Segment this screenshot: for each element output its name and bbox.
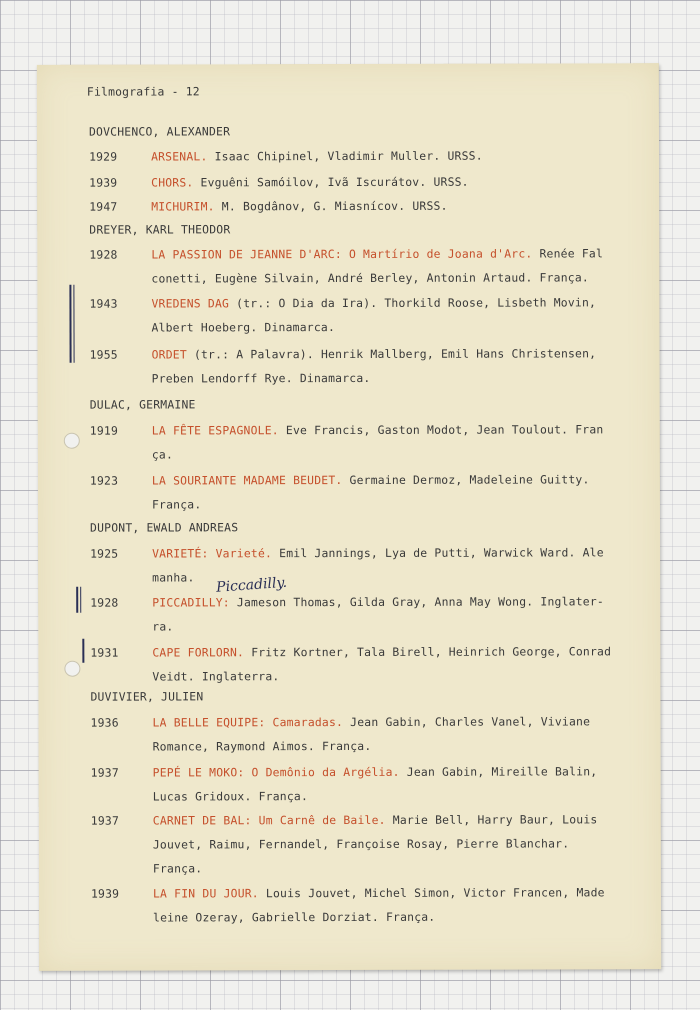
film-credits: Fritz Kortner, Tala Birell, Heinrich George, Conrad bbox=[244, 644, 612, 660]
film-year: 1919 bbox=[89, 423, 119, 438]
film-credits: manha. bbox=[152, 570, 195, 585]
film-title: ARSENAL. bbox=[151, 149, 208, 164]
film-credits: ra. bbox=[152, 619, 174, 634]
film-credits: M. Bogdânov, G. Miasnícov. URSS. bbox=[214, 198, 448, 214]
margin-mark bbox=[82, 639, 86, 663]
film-year: 1925 bbox=[90, 546, 119, 561]
director-name: DUPONT, EWALD ANDREAS bbox=[90, 520, 239, 535]
film-year: 1937 bbox=[90, 813, 120, 828]
film-credits: Jameson Thomas, Gilda Gray, Anna May Wong. Inglater- bbox=[229, 594, 604, 610]
film-credits: conetti, Eugène Silvain, André Berley, Antonin Artaud. França. bbox=[151, 270, 589, 286]
film-title: PEPÉ LE MOKO: O Demônio da Argélia. bbox=[152, 764, 400, 780]
film-credits: (tr.: O Dia da Ira). Thorkild Roose, Lisbeth Movin, bbox=[229, 295, 597, 311]
film-title: LA SOURIANTE MADAME BEUDET. bbox=[151, 473, 343, 488]
film-year: 1936 bbox=[90, 715, 119, 730]
film-credits: Romance, Raymond Aimos. França. bbox=[152, 738, 372, 754]
film-year: 1947 bbox=[89, 199, 118, 214]
film-year: 1923 bbox=[89, 473, 119, 488]
film-credits: Eve Francis, Gaston Modot, Jean Toulout. Fran bbox=[278, 422, 604, 438]
film-title: LA FÊTE ESPAGNOLE. bbox=[151, 423, 279, 438]
film-title: VARIETÉ: Varieté. bbox=[152, 546, 273, 561]
handwritten-annotation: Piccadilly. bbox=[215, 574, 288, 596]
punch-hole-bottom bbox=[64, 661, 80, 677]
film-credits: Preben Lendorff Rye. Dinamarca. bbox=[151, 370, 371, 386]
film-credits: França. bbox=[152, 861, 203, 876]
film-title: CARNET DE BAL: Um Carnê de Baile. bbox=[152, 812, 386, 828]
film-credits: Veidt. Inglaterra. bbox=[152, 669, 280, 684]
film-title: LA FIN DU JOUR. bbox=[152, 886, 259, 901]
film-credits: Isaac Chipinel, Vladimir Muller. URSS. bbox=[207, 148, 483, 164]
film-credits: Albert Hoeberg. Dinamarca. bbox=[151, 320, 336, 335]
film-title: MICHURIM. bbox=[151, 199, 215, 214]
film-credits: Lucas Gridoux. França. bbox=[152, 789, 309, 804]
film-credits: ça. bbox=[151, 447, 174, 462]
film-title: VREDENS DAG bbox=[151, 296, 230, 311]
film-year: 1955 bbox=[89, 347, 118, 362]
film-year: 1939 bbox=[90, 886, 120, 901]
film-year: 1939 bbox=[89, 175, 118, 190]
film-year: 1928 bbox=[89, 247, 118, 262]
film-title: CHORS. bbox=[151, 175, 194, 190]
film-credits: Jean Gabin, Mireille Balin, bbox=[399, 764, 598, 779]
film-credits: Germaine Dermoz, Madeleine Guitty. bbox=[342, 472, 590, 488]
film-credits: Jean Gabin, Charles Vanel, Viviane bbox=[343, 714, 591, 730]
punch-hole-top bbox=[64, 433, 80, 449]
margin-mark bbox=[69, 285, 74, 363]
film-title: LA BELLE EQUIPE: Camaradas. bbox=[152, 715, 344, 730]
film-title: ORDET bbox=[151, 347, 187, 362]
film-year: 1929 bbox=[89, 149, 118, 164]
film-year: 1943 bbox=[89, 296, 118, 311]
film-title: LA PASSION DE JEANNE D'ARC: O Martírio de Joana d'Arc. bbox=[151, 246, 533, 262]
margin-mark bbox=[76, 587, 81, 613]
film-year: 1931 bbox=[90, 645, 119, 660]
director-name: DUVIVIER, JULIEN bbox=[90, 689, 204, 704]
page-header: Filmografia - 12 bbox=[86, 84, 200, 99]
film-title: CAPE FORLORN. bbox=[152, 645, 245, 660]
film-credits: (tr.: A Palavra). Henrik Mallberg, Emil Hans Christensen, bbox=[186, 346, 597, 362]
film-credits: Evguêni Samóilov, Ivã Iscurátov. URSS. bbox=[193, 174, 469, 190]
film-credits: Jouvet, Raimu, Fernandel, Françoise Rosay, Pierre Blanchar. bbox=[152, 836, 570, 852]
film-credits: Marie Bell, Harry Baur, Louis bbox=[385, 812, 598, 827]
director-name: DULAC, GERMAINE bbox=[89, 397, 196, 412]
typed-page bbox=[37, 63, 661, 971]
film-credits: leine Ozeray, Gabrielle Dorziat. França. bbox=[153, 909, 436, 925]
director-name: DREYER, KARL THEODOR bbox=[89, 222, 231, 237]
film-credits: Renée Fal bbox=[532, 246, 604, 261]
film-credits: Louis Jouvet, Michel Simon, Victor Francen, Made bbox=[258, 885, 605, 901]
film-credits: Emil Jannings, Lya de Putti, Warwick Ward. Ale bbox=[272, 545, 604, 561]
film-title: PICCADILLY: bbox=[152, 595, 230, 610]
director-name: DOVCHENCO, ALEXANDER bbox=[88, 124, 231, 139]
film-year: 1937 bbox=[90, 765, 119, 780]
film-year: 1928 bbox=[90, 595, 119, 610]
film-credits: França. bbox=[151, 497, 202, 512]
